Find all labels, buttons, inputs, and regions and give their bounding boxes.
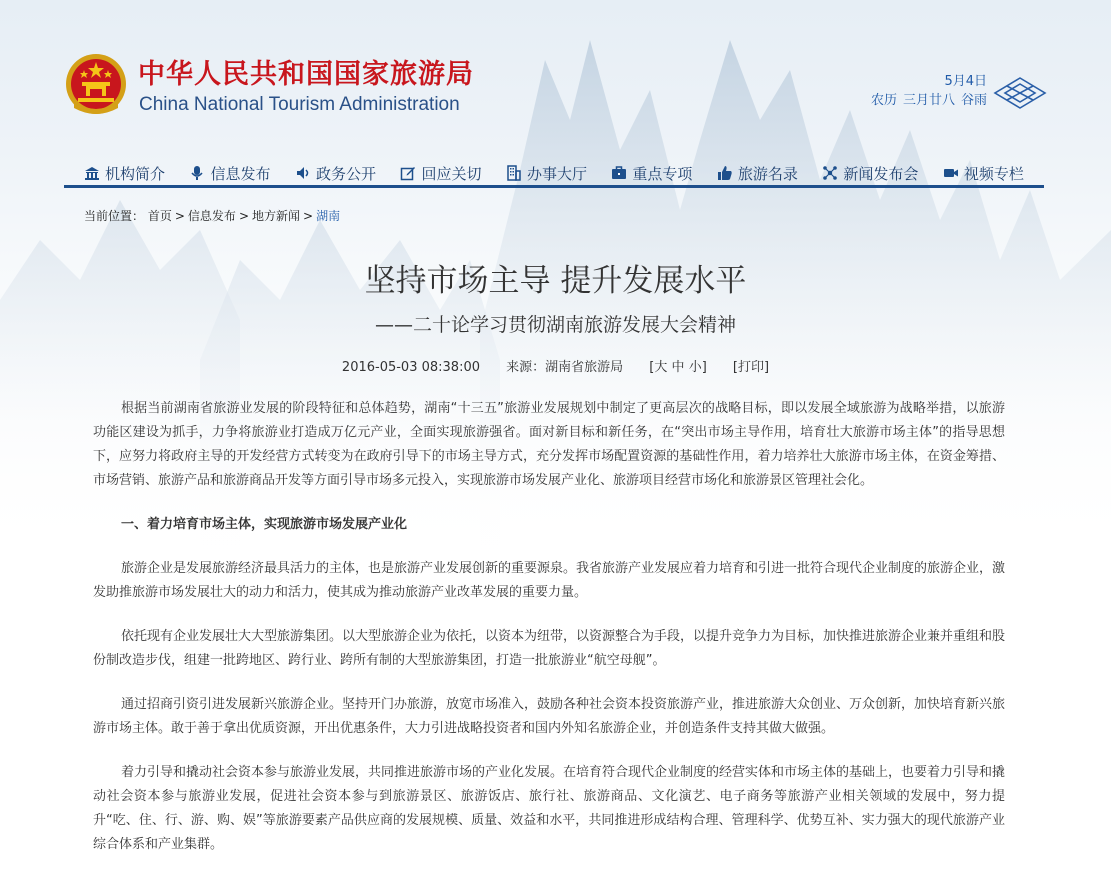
breadcrumb-label: 当前位置： bbox=[84, 209, 145, 223]
nav-label: 重点专项 bbox=[632, 164, 693, 183]
calendar-knot-icon bbox=[993, 76, 1047, 110]
breadcrumb-home[interactable]: 首页 bbox=[147, 209, 172, 223]
main-nav bbox=[64, 160, 1044, 186]
nav-label: 新闻发布会 bbox=[843, 164, 919, 183]
nav-item-service-hall[interactable] bbox=[506, 163, 587, 184]
print-link[interactable]: [打印] bbox=[732, 360, 770, 375]
breadcrumb-local-news[interactable]: 地方新闻 bbox=[252, 209, 301, 223]
solar-term: 谷雨 bbox=[960, 93, 987, 108]
video-icon bbox=[943, 165, 959, 181]
font-size-open: [ bbox=[649, 360, 655, 375]
edit-icon bbox=[400, 165, 416, 181]
nav-item-about[interactable] bbox=[84, 163, 165, 184]
network-icon bbox=[822, 165, 838, 181]
font-size-medium[interactable]: 中 bbox=[671, 360, 685, 375]
speaker-icon bbox=[295, 165, 311, 181]
date-panel bbox=[865, 72, 987, 110]
article-datetime: 2016-05-03 08:38:00 bbox=[341, 360, 480, 375]
font-size-switcher bbox=[649, 360, 706, 375]
nav-item-response[interactable] bbox=[400, 163, 481, 184]
nav-label: 机构简介 bbox=[105, 164, 166, 183]
paragraph: 着力引导和撬动社会资本参与旅游业发展，共同推进旅游市场的产业化发展。在培育符合现代企业制度的经营实体和市场主体的基础上，也要着力引导和撬动社会资本参与旅游业发展，促进社会资本参与到旅游景区、旅游饭店、旅行社、旅游商品、文化演艺、电子商务等旅游产业相关领域的发展中，努力提升“吃、住、行、游、购、娱”等旅游要素产品供应商的发展规模、质量、效益和水平，共同推进形成结构合理、管理科学、优势互补、实力强大的现代旅游产业综合体系和产业集群。 bbox=[93, 765, 1006, 852]
paragraph: 根据当前湖南省旅游业发展的阶段特征和总体趋势，湖南“十三五”旅游业发展规划中制定了更高层次的战略目标，即以发展全域旅游为战略举措，以旅游功能区建设为抓手，力争将旅游业打造成万亿元产业，全面实现旅游强省。面对新目标和新任务，在“突出市场主导作用，培育壮大旅游市场主体”的指导思想下，应努力将政府主导的开发经营方式转变为在政府引导下的市场主导方式，充分发挥市场配置资源的基础性作用，着力培养壮大旅游市场主体，在资金筹措、市场营销、旅游产品和旅游商品开发等方面引导市场多元投入，实现旅游市场发展产业化、旅游项目经营市场化和旅游景区管理社会化。 bbox=[93, 401, 1005, 488]
font-size-close: ] bbox=[701, 360, 707, 375]
paragraph: 依托现有企业发展壮大大型旅游集团。以大型旅游企业为依托，以资本为纽带，以资源整合为手段，以提升竞争力为目标，加快推进旅游企业兼并重组和股份制改造步伐，组建一批跨地区、跨行业、跨所有制的大型旅游集团，打造一批旅游业“航空母舰”。 bbox=[93, 629, 1006, 668]
briefcase-icon bbox=[611, 165, 627, 181]
article-source: 来源：湖南省旅游局 bbox=[506, 360, 624, 375]
nav-item-info[interactable] bbox=[189, 163, 270, 184]
section-heading: 一、着力培育市场主体，实现旅游市场发展产业化 bbox=[121, 517, 408, 532]
nav-item-public-affairs[interactable] bbox=[295, 163, 376, 184]
breadcrumb-info[interactable]: 信息发布 bbox=[187, 209, 236, 223]
office-icon bbox=[506, 165, 522, 181]
nav-label: 信息发布 bbox=[210, 164, 271, 183]
lunar-label: 农历 bbox=[870, 93, 897, 108]
nav-item-tourism-directory[interactable] bbox=[717, 163, 798, 184]
gregorian-date: 5月4日 bbox=[944, 74, 987, 89]
nav-item-key-projects[interactable] bbox=[611, 163, 692, 184]
nav-item-press-conference[interactable] bbox=[822, 163, 918, 184]
nav-label: 视频专栏 bbox=[963, 164, 1024, 183]
font-size-small[interactable]: 小 bbox=[688, 360, 702, 375]
nav-label: 政务公开 bbox=[315, 164, 376, 183]
breadcrumb-hunan[interactable]: 湖南 bbox=[316, 209, 341, 223]
paragraph: 旅游企业是发展旅游经济最具活力的主体，也是旅游产业发展创新的重要源泉。我省旅游产业发展应着力培育和引进一批符合现代企业制度的旅游企业，激发助推旅游市场发展壮大的动力和活力，使其成为推动旅游产业改革发展的重要力量。 bbox=[93, 561, 1006, 600]
nav-label: 办事大厅 bbox=[526, 164, 587, 183]
building-icon bbox=[84, 165, 100, 181]
site-title-cn: 中华人民共和国国家旅游局 bbox=[138, 59, 474, 90]
paragraph: 通过招商引资引进发展新兴旅游企业。坚持开门办旅游，放宽市场准入，鼓励各种社会资本投资旅游产业，推进旅游大众创业、万众创新，加快培育新兴旅游市场主体。敢于善于拿出优质资源，开出优惠条件，大力引进战略投资者和国内外知名旅游企业，并创造条件支持其做大做强。 bbox=[93, 697, 1006, 736]
font-size-large[interactable]: 大 bbox=[654, 360, 668, 375]
lunar-date: 三月廿八 bbox=[902, 93, 955, 108]
nav-label: 回应关切 bbox=[421, 164, 482, 183]
article-body bbox=[93, 397, 1005, 877]
article-title: 坚持市场主导 提升发展水平 bbox=[364, 263, 747, 299]
site-title-en: China National Tourism Administration bbox=[139, 94, 460, 115]
nav-item-video[interactable] bbox=[943, 163, 1024, 184]
national-emblem-icon bbox=[64, 52, 128, 118]
article-meta bbox=[0, 356, 1111, 375]
article-subtitle: ——二十论学习贯彻湖南旅游发展大会精神 bbox=[374, 314, 736, 336]
nav-underline bbox=[64, 185, 1044, 188]
thumbs-up-icon bbox=[717, 165, 733, 181]
nav-label: 旅游名录 bbox=[737, 164, 798, 183]
breadcrumb: 当前位置： 首页 > 信息发布 > 地方新闻 > 湖南 bbox=[84, 209, 341, 223]
microphone-icon bbox=[189, 165, 205, 181]
